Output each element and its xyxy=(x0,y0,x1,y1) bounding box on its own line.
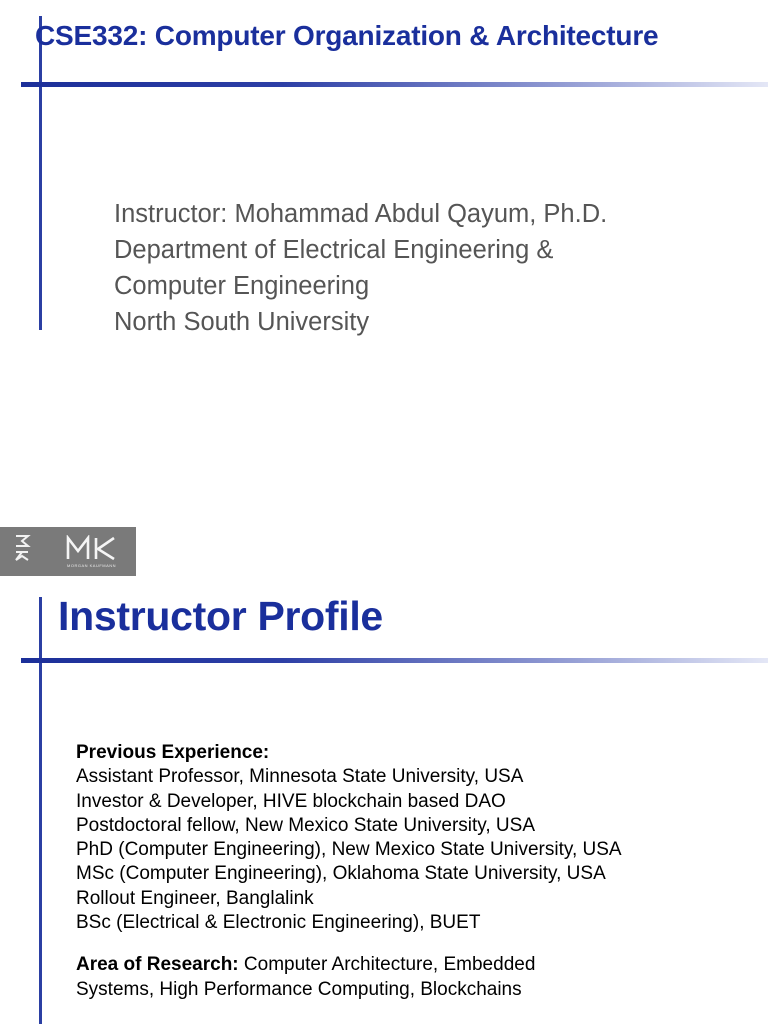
experience-item: Rollout Engineer, Banglalink xyxy=(76,887,314,909)
publisher-logo xyxy=(0,527,136,576)
title-underline-bar xyxy=(21,658,768,663)
experience-item: Assistant Professor, Minnesota State University, USA xyxy=(76,766,524,788)
research-text-continued: Systems, High Performance Computing, Blockchains xyxy=(76,978,522,1000)
experience-item: Investor & Developer, HIVE blockchain based DAO xyxy=(76,790,506,812)
instructor-line: Computer Engineering xyxy=(114,272,370,300)
course-title: CSE332: Computer Organization & Architecture xyxy=(35,20,659,51)
research-label: Area of Research: xyxy=(76,954,239,976)
slide-instructor-profile xyxy=(0,577,768,1024)
experience-item: Postdoctoral fellow, New Mexico State University, USA xyxy=(76,814,535,836)
title-underline-bar xyxy=(21,82,768,87)
experience-heading: Previous Experience: xyxy=(76,742,270,763)
profile-content xyxy=(76,741,622,1002)
experience-item: MSc (Computer Engineering), Oklahoma State University, USA xyxy=(76,863,606,885)
instructor-line: North South University xyxy=(114,308,370,336)
vertical-accent-bar xyxy=(39,16,42,330)
research-text: Computer Architecture, Embedded xyxy=(238,954,536,976)
experience-item: BSc (Electrical & Electronic Engineering), BUET xyxy=(76,912,481,934)
instructor-line: Department of Electrical Engineering & xyxy=(114,236,554,264)
publisher-name: MORGAN KAUFMANN xyxy=(67,563,117,568)
mk-vertical-logo-icon xyxy=(10,532,34,572)
instructor-line: Instructor: Mohammad Abdul Qayum, Ph.D. xyxy=(114,200,608,228)
instructor-info xyxy=(114,196,607,340)
research-area xyxy=(76,953,622,1002)
mk-logo-icon xyxy=(66,535,118,561)
experience-item: PhD (Computer Engineering), New Mexico State University, USA xyxy=(76,839,622,861)
slide-title: Instructor Profile xyxy=(58,593,383,639)
